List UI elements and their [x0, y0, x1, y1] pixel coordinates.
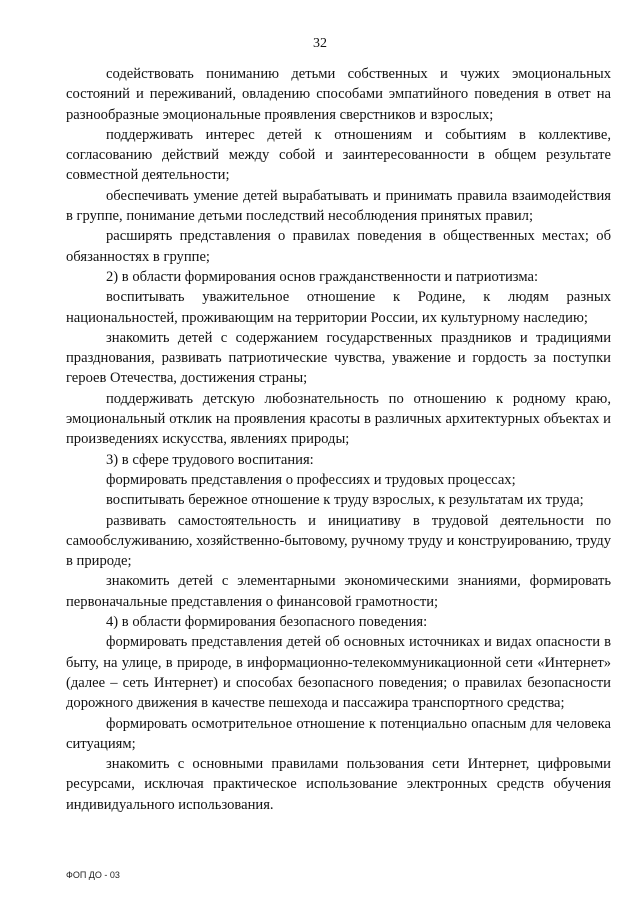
- paragraph: формировать представления детей об основных источниках и видах опасности в быту, на улице, в природе, в информационно-телекоммуникационной сети «Интернет» (далее – сеть Интернет) и способах безопасного поведения; о правилах безопасности дорожного движения в качестве пешехода и пассажира транспортного средства;: [66, 634, 611, 712]
- paragraph: развивать самостоятельность и инициативу в трудовой деятельности по самообслуживанию, хозяйственно-бытовому, ручному труду и конструированию, труду в природе;: [66, 512, 611, 570]
- paragraph: знакомить с основными правилами пользования сети Интернет, цифровыми ресурсами, исключая практическое использование электронных средств обучения индивидуального использования.: [66, 756, 611, 813]
- page-number: 32: [313, 36, 327, 51]
- paragraph: воспитывать уважительное отношение к Родине, к людям разных национальностей, проживающим на территории России, их культурному наследию;: [66, 289, 611, 326]
- section-heading: 2) в области формирования основ гражданственности и патриотизма:: [106, 268, 539, 285]
- section-heading: 3) в сфере трудового воспитания:: [106, 451, 314, 468]
- paragraph: обеспечивать умение детей вырабатывать и принимать правила взаимодействия в группе, понимание детьми последствий несоблюдения принятых правил;: [66, 187, 611, 225]
- paragraph: формировать осмотрительное отношение к потенциально опасным для человека ситуациям;: [66, 715, 611, 752]
- paragraph: формировать представления о профессиях и трудовых процессах;: [106, 471, 516, 488]
- footer-document-code: ФОП ДО - 03: [66, 870, 120, 880]
- section-heading: 4) в области формирования безопасного поведения:: [106, 614, 428, 631]
- document-body: [66, 64, 611, 815]
- paragraph: знакомить детей с элементарными экономическими знаниями, формировать первоначальные представления о финансовой грамотности;: [66, 573, 611, 610]
- paragraph: знакомить детей с содержанием государственных праздников и традициями празднования, развивать патриотические чувства, уважение и гордость за поступки героев Отечества, достижения страны;: [66, 329, 611, 387]
- paragraph: поддерживать детскую любознательность по отношению к родному краю, эмоциональный отклик на проявления красоты в различных архитектурных объектах и произведениях искусства, явлениях природы;: [66, 390, 611, 448]
- paragraph: содействовать пониманию детьми собственных и чужих эмоциональных состояний и переживаний, овладению способами эмпатийного поведения в ответ на разнообразные эмоциональные проявления сверстников и взрослых;: [66, 66, 611, 123]
- paragraph: поддерживать интерес детей к отношениям и событиям в коллективе, согласованию действий между собой и заинтересованности в общем результате совместной деятельности;: [66, 126, 611, 184]
- paragraph: расширять представления о правилах поведения в общественных местах; об обязанностях в группе;: [66, 228, 611, 265]
- paragraph: воспитывать бережное отношение к труду взрослых, к результатам их труда;: [106, 492, 584, 509]
